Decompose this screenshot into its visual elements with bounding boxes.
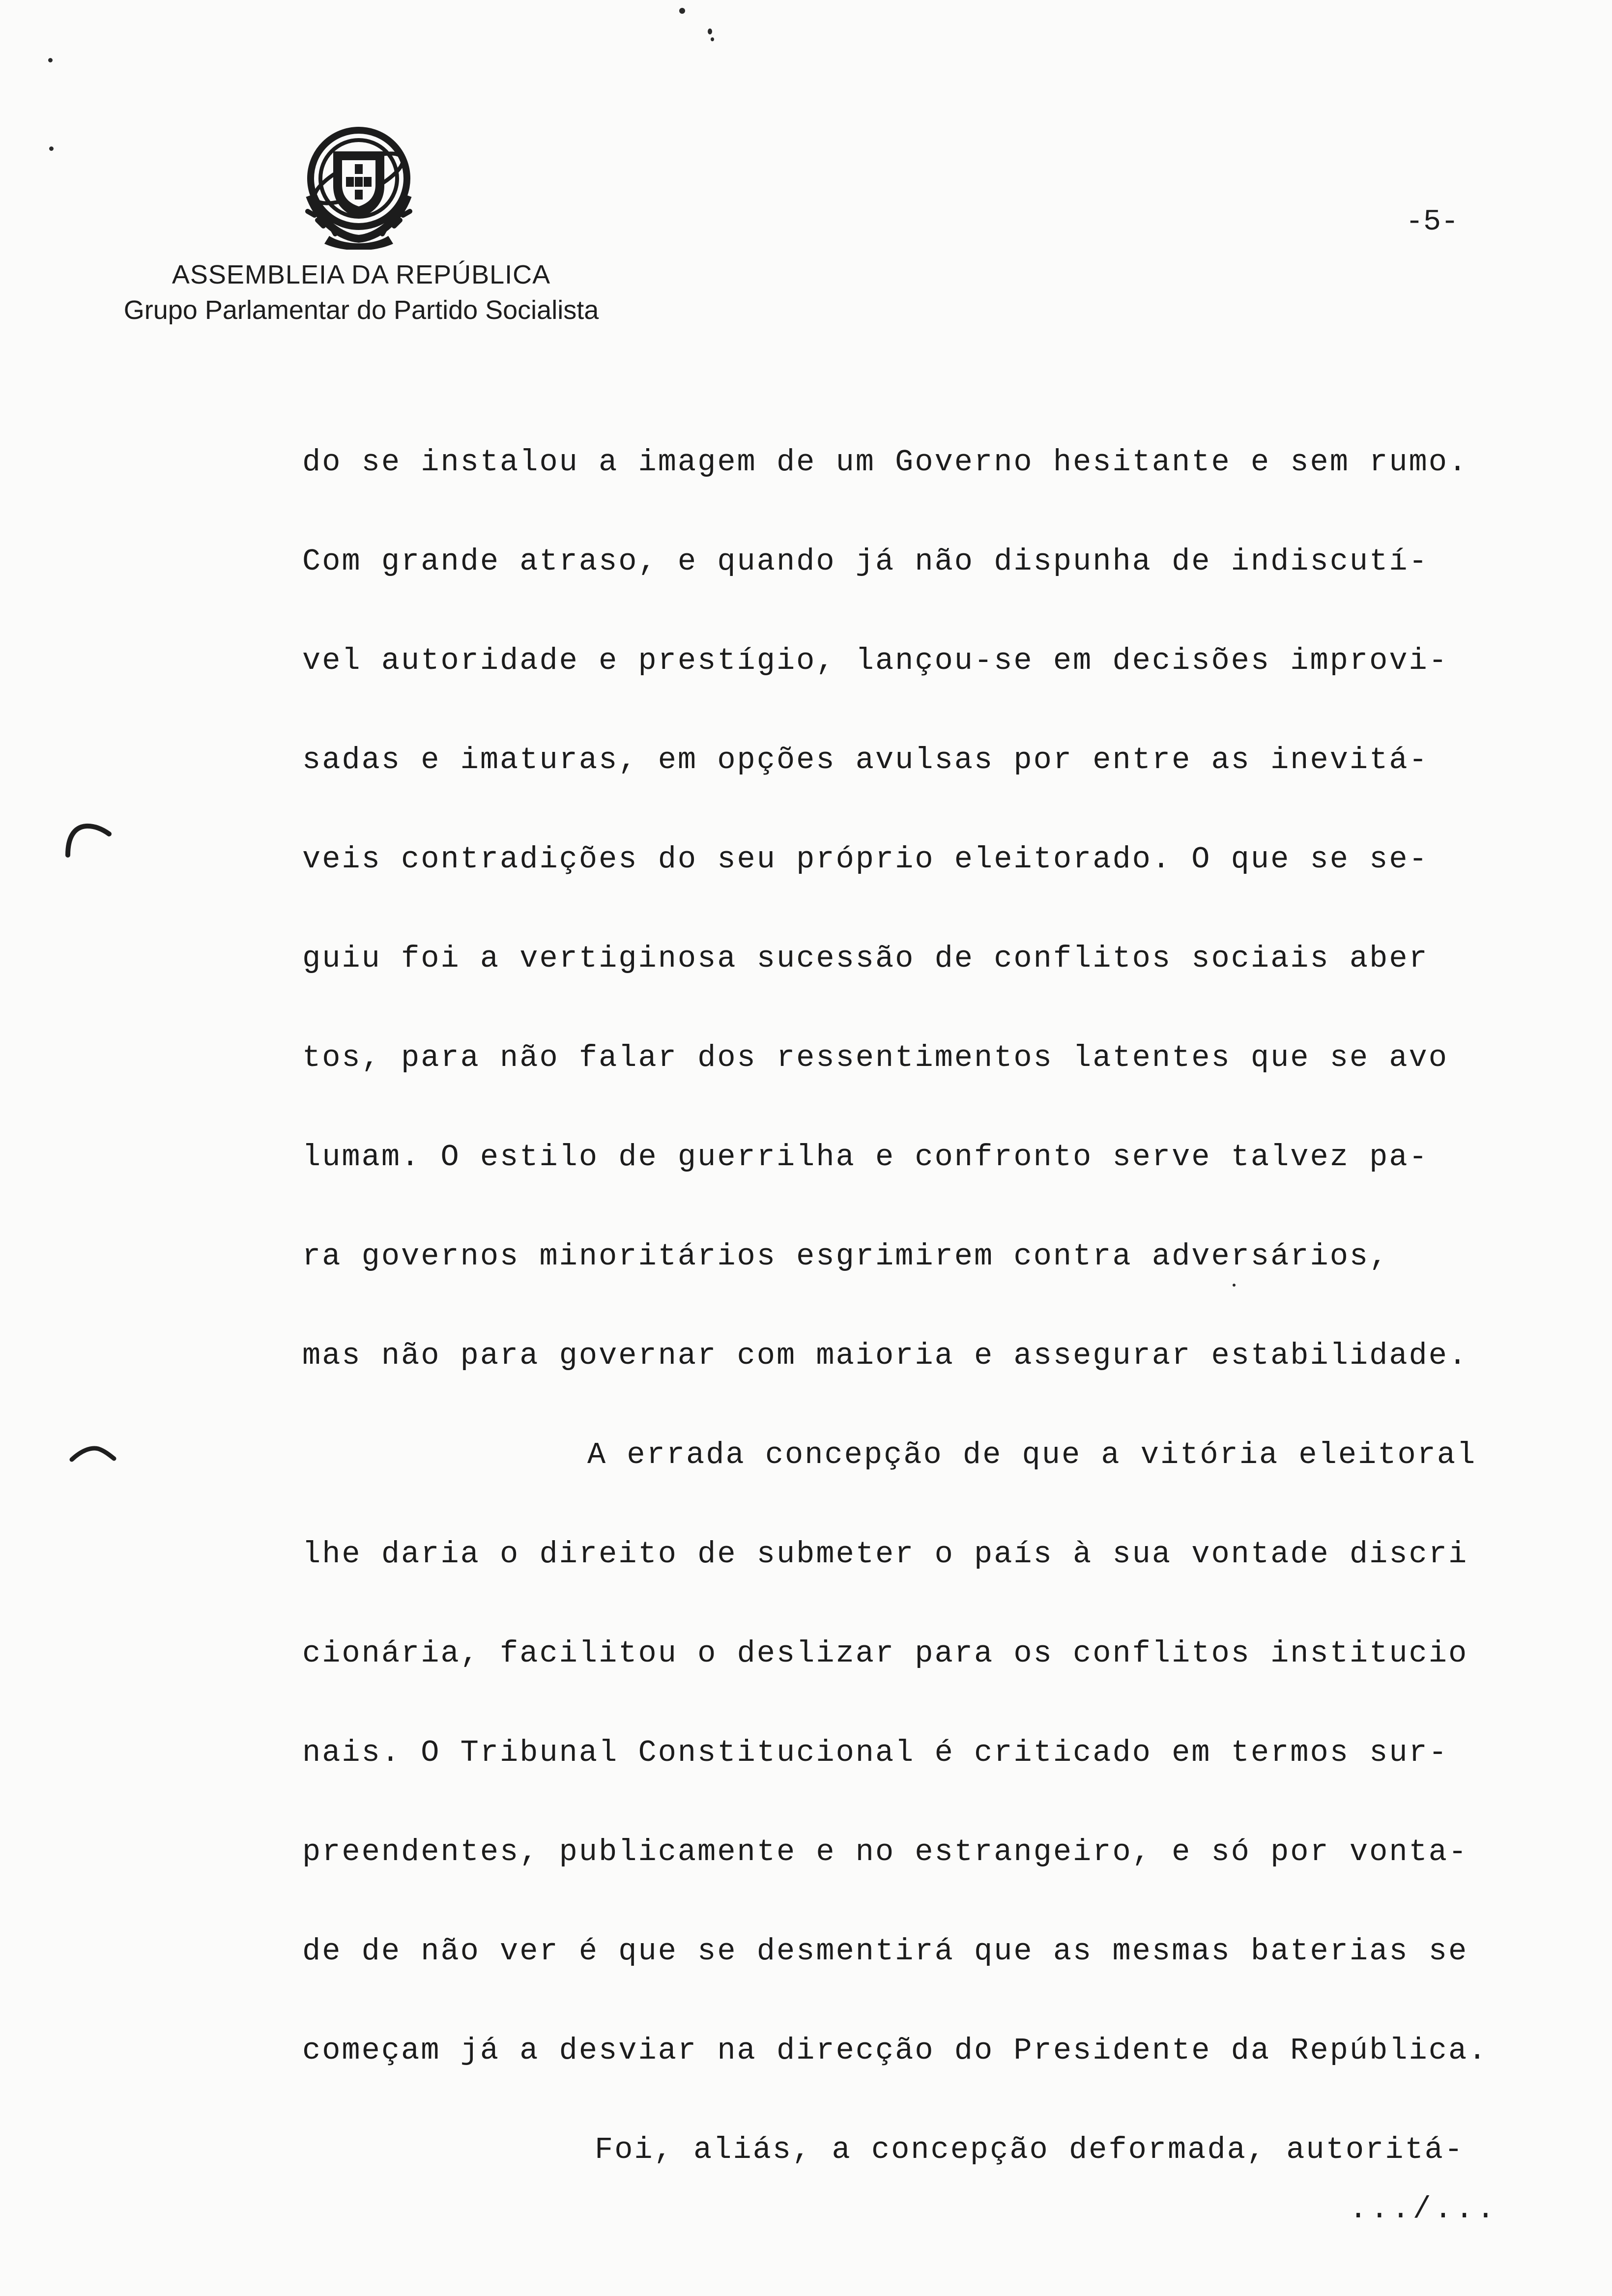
parliamentary-group-name: Grupo Parlamentar do Partido Socialista [123,295,599,325]
text-line: começam já a desviar na direcção do Presidente da República. [302,2033,1488,2068]
institution-name: ASSEMBLEIA DA REPÚBLICA [172,260,551,289]
text-line: preendentes, publicamente e no estrangeiro, e só por vonta- [302,1835,1468,1869]
page-number: -5- [1406,205,1459,239]
text-line: sadas e imaturas, em opções avulsas por entre as inevitá- [302,743,1429,777]
text-line: vel autoridade e prestígio, lançou-se em decisões improvi- [302,643,1448,678]
scan-speck [49,146,54,151]
text-line: mas não para governar com maioria e assegurar estabilidade. [302,1338,1468,1373]
text-line: do se instalou a imagem de um Governo hesitante e sem rumo. [302,445,1468,480]
text-line: nais. O Tribunal Constitucional é criticado em termos sur- [302,1735,1448,1770]
text-line: A errada concepção de que a vitória eleitoral [587,1437,1477,1472]
margin-swoosh-mark [69,1440,118,1464]
scan-speck [711,37,714,41]
text-line: guiu foi a vertiginosa sucessão de conflitos sociais aber [302,941,1429,976]
text-line: veis contradições do seu próprio eleitorado. O que se se- [302,842,1429,877]
text-line: ra governos minoritários esgrimirem contra adversários, [302,1239,1389,1274]
text-line: lumam. O estilo de guerrilha e confronto serve talvez pa- [302,1140,1429,1175]
text-line: Foi, aliás, a concepção deformada, autoritá- [595,2132,1465,2167]
margin-hook-mark [64,818,113,858]
scan-speck [708,29,712,34]
coat-of-arms-emblem [295,122,423,250]
scan-speck [48,58,53,62]
text-line: lhe daria o direito de submeter o país à sua vontade discri [302,1537,1468,1572]
text-line: de de não ver é que se desmentirá que as mesmas baterias se [302,1934,1468,1969]
text-line: tos, para não falar dos ressentimentos latentes que se avo [302,1040,1448,1075]
text-line: Com grande atraso, e quando já não dispunha de indiscutí- [302,544,1429,579]
text-line: cionária, facilitou o deslizar para os conflitos institucio [302,1636,1468,1671]
scan-speck [679,8,685,14]
continuation-marker: .../... [1349,2192,1498,2227]
scan-speck [1233,1284,1236,1287]
